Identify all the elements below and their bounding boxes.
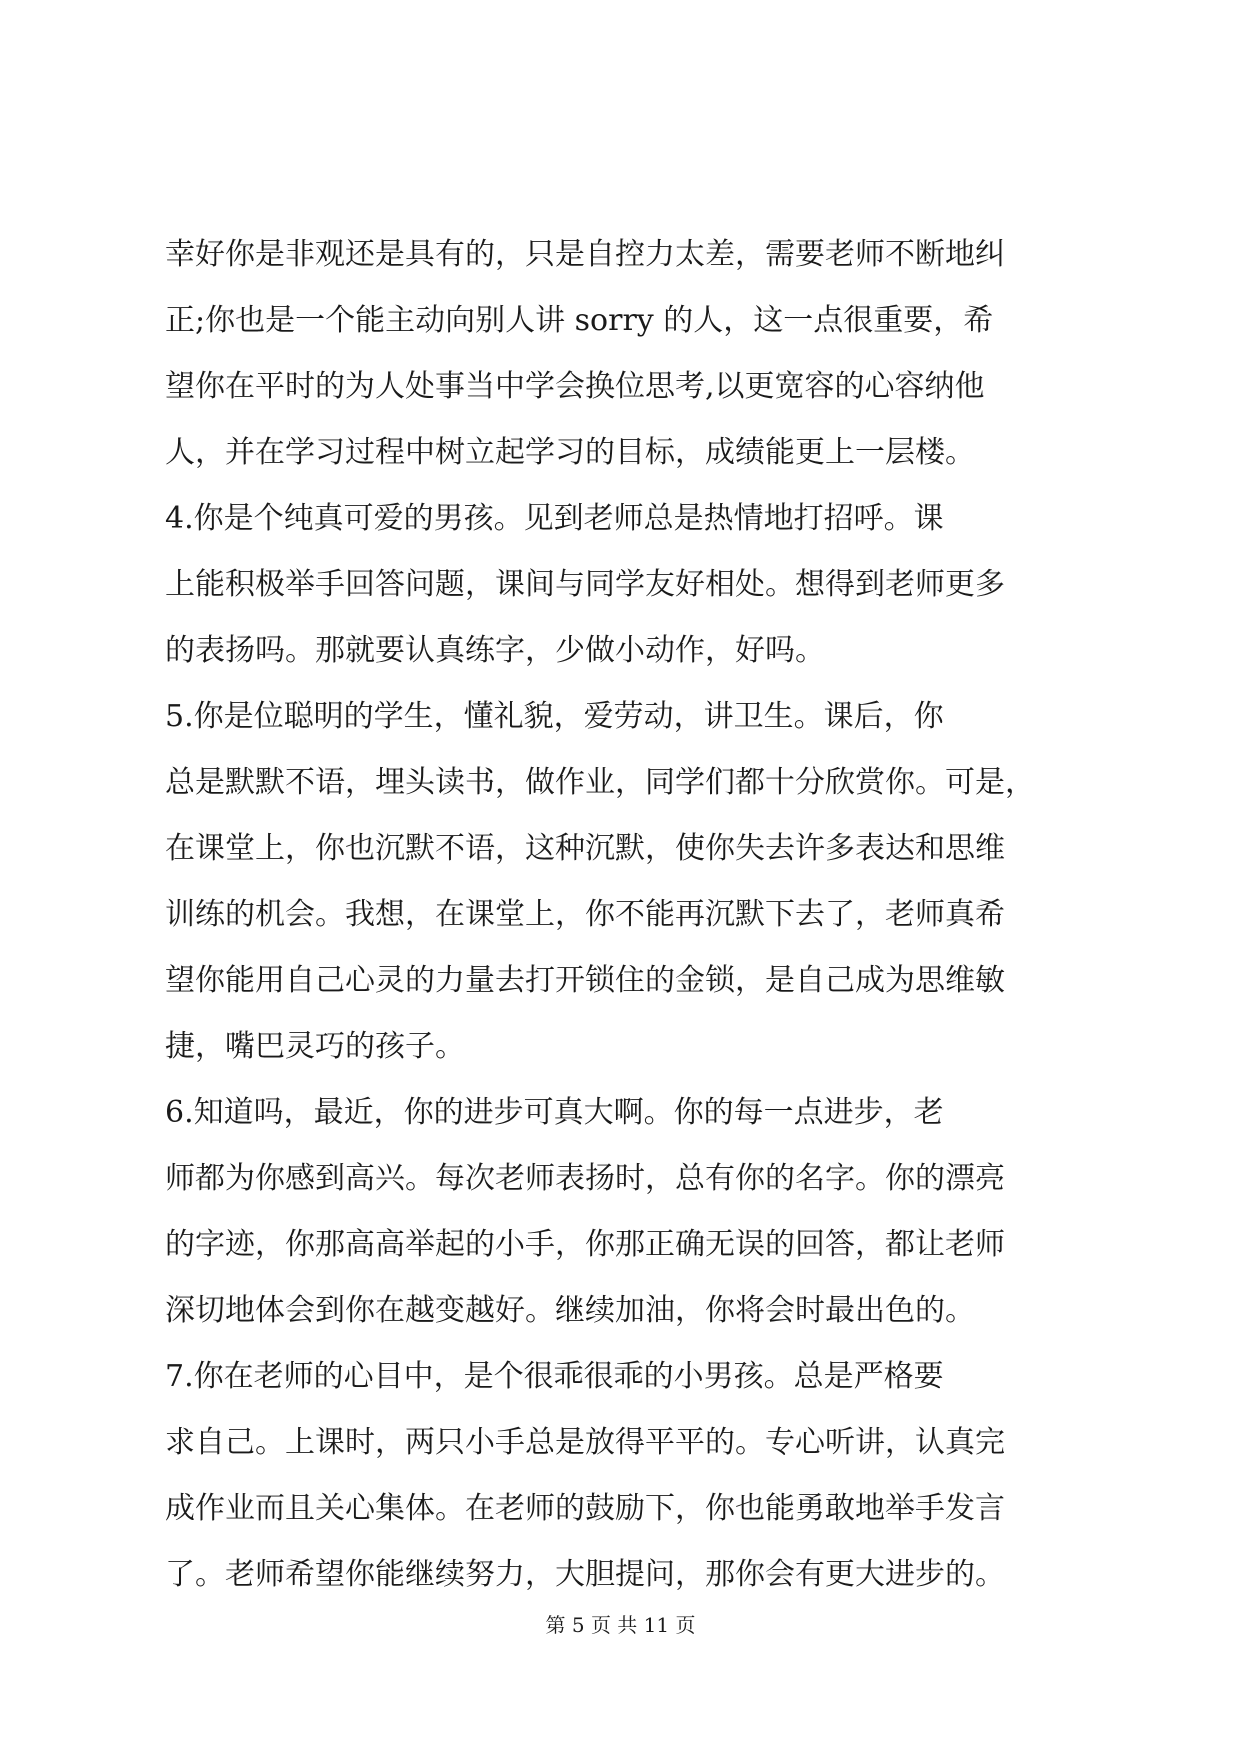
paragraph-item-6: 6.知道吗，最近，你的进步可真大啊。你的每一点进步，老 师都为你感到高兴。每次老师表扬时，总有你的名字。你的漂亮 的字迹，你那高高举起的小手，你那正确无误的回答，都让老师 深切地体会到你在越变越好。继续加油，你将会时最出色的。 xyxy=(165,1095,1005,1328)
paragraph-item-5: 5.你是位聪明的学生，懂礼貌，爱劳动，讲卫生。课后，你 总是默默不语，埋头读书，做作业，同学们都十分欣赏你。可是， 在课堂上，你也沉默不语，这种沉默，使你失去许多表达和思维 训练的机会。我想，在课堂上，你不能再沉默下去了，老师真希 望你能用自己心灵的力量去打开锁住的金锁，是自己成为思维敏 捷，嘴巴灵巧的孩子。 xyxy=(165,699,1035,1064)
paragraph-item-4: 4.你是个纯真可爱的男孩。见到老师总是热情地打招呼。课 上能积极举手回答问题，课间与同学友好相处。想得到老师更多 的表扬吗。那就要认真练字，少做小动作，好吗。 xyxy=(165,501,1005,668)
page-number-footer: 第 5 页 共 11 页 xyxy=(545,1613,696,1637)
paragraph-item-7: 7.你在老师的心目中，是个很乖很乖的小男孩。总是严格要 求自己。上课时，两只小手总是放得平平的。专心听讲，认真完 成作业而且关心集体。在老师的鼓励下，你也能勇敢地举手发言 了。老师希望你能继续努力，大胆提问，那你会有更大进步的。 xyxy=(165,1359,1005,1592)
paragraph-continuation: 幸好你是非观还是具有的，只是自控力太差，需要老师不断地纠 正;你也是一个能主动向别人讲 sorry 的人，这一点很重要，希 望你在平时的为人处事当中学会换位思考,以更宽容的心容纳他 人，并在学习过程中树立起学习的目标，成绩能更上一层楼。 xyxy=(165,237,1005,470)
document-body xyxy=(165,222,1089,1608)
